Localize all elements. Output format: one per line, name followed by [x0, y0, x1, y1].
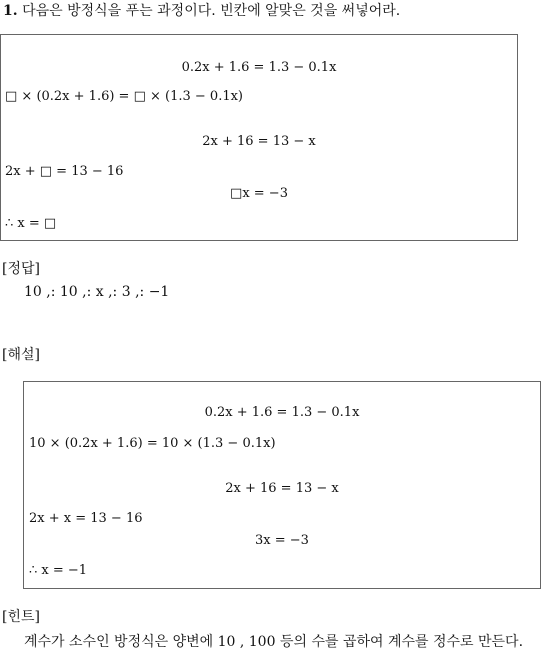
problem-text: 다음은 방정식을 푸는 과정이다. 빈칸에 알맞은 것을 써넣어라. [22, 3, 401, 19]
explanation-eq-5: 3x = −3 [255, 533, 309, 548]
problem-eq-3: 2x + 16 = 13 − x [202, 134, 316, 149]
problem-number: 1. [3, 3, 18, 19]
explanation-eq-6: ∴ x = −1 [29, 563, 88, 578]
problem-eq-2: □ × (0.2x + 1.6) = □ × (1.3 − 0.1x) [5, 89, 243, 104]
problem-eq-4: 2x + □ = 13 − 16 [5, 164, 124, 179]
explanation-eq-4: 2x + x = 13 − 16 [29, 511, 143, 526]
hint-text: 계수가 소수인 방정식은 양변에 10 , 100 등의 수를 곱하여 계수를 정수로 만든다. [24, 634, 524, 650]
explanation-eq-3: 2x + 16 = 13 − x [225, 481, 339, 496]
explanation-label: [해설] [2, 347, 40, 363]
problem-title [3, 0, 400, 20]
problem-eq-6: ∴ x = □ [5, 216, 57, 231]
answer-text: 10 ,: 10 ,: x ,: 3 ,: −1 [24, 284, 170, 300]
explanation-eq-2: 10 × (0.2x + 1.6) = 10 × (1.3 − 0.1x) [29, 436, 276, 451]
problem-eq-5: □x = −3 [230, 186, 288, 201]
problem-eq-1: 0.2x + 1.6 = 1.3 − 0.1x [181, 60, 337, 75]
explanation-eq-1: 0.2x + 1.6 = 1.3 − 0.1x [204, 405, 360, 420]
answer-label: [정답] [2, 261, 40, 277]
hint-label: [힌트] [2, 609, 40, 625]
